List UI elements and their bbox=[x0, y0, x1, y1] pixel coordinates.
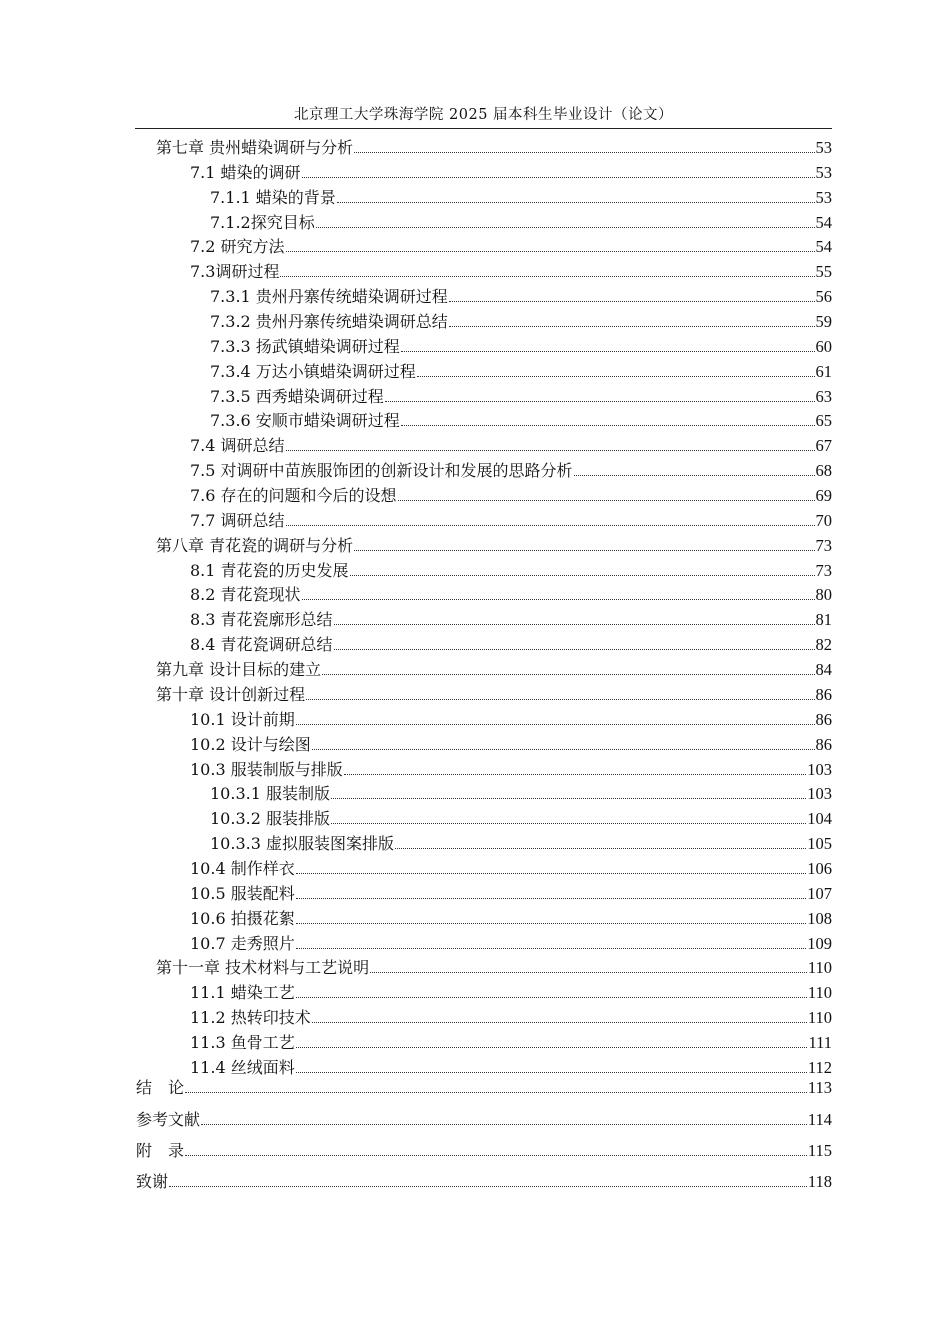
toc-leader-dots bbox=[185, 1155, 807, 1156]
toc-page-number: 63 bbox=[815, 386, 832, 406]
toc-entry-title: 第七章 贵州蜡染调研与分析 bbox=[156, 138, 354, 157]
toc-page-number: 67 bbox=[815, 436, 832, 456]
toc-entry-title: 10.3.3 虚拟服装图案排版 bbox=[210, 834, 394, 854]
toc-entry[interactable] bbox=[156, 954, 832, 978]
toc-entry[interactable] bbox=[190, 855, 832, 879]
toc-leader-dots bbox=[280, 276, 814, 277]
toc-leader-dots bbox=[316, 227, 815, 228]
toc-page-number: 53 bbox=[815, 187, 832, 207]
toc-page-number: 65 bbox=[815, 411, 832, 431]
toc-leader-dots bbox=[354, 152, 814, 153]
toc-page-number: 105 bbox=[807, 834, 832, 854]
toc-entry[interactable] bbox=[190, 557, 832, 581]
toc-entry-title: 8.3 青花瓷廓形总结 bbox=[190, 610, 333, 630]
toc-entry[interactable] bbox=[136, 1074, 832, 1098]
toc-page-number: 53 bbox=[815, 162, 832, 182]
toc-page-number: 81 bbox=[815, 610, 832, 630]
toc-leader-dots bbox=[449, 301, 815, 302]
toc-entry-title: 10.3.1 服装制版 bbox=[210, 784, 330, 804]
toc-leader-dots bbox=[296, 997, 807, 998]
toc-page-number: 54 bbox=[815, 237, 832, 257]
toc-entry-title: 7.5 对调研中苗族服饰团的创新设计和发展的思路分析 bbox=[190, 461, 573, 481]
toc-leader-dots bbox=[302, 599, 815, 600]
toc-page-number: 110 bbox=[807, 1008, 832, 1028]
toc-leader-dots bbox=[334, 649, 815, 650]
toc-entry[interactable] bbox=[190, 457, 832, 481]
toc-leader-dots bbox=[354, 550, 814, 551]
toc-entry[interactable] bbox=[156, 656, 832, 680]
toc-leader-dots bbox=[185, 1092, 807, 1093]
toc-entry-title: 7.1.2探究目标 bbox=[210, 212, 315, 232]
toc-entry-title: 11.4 丝绒面料 bbox=[190, 1057, 295, 1077]
toc-leader-dots bbox=[401, 351, 815, 352]
toc-entry[interactable] bbox=[210, 283, 832, 307]
toc-leader-dots bbox=[370, 972, 807, 973]
toc-entry[interactable] bbox=[210, 830, 832, 854]
toc-leader-dots bbox=[449, 326, 815, 327]
toc-entry[interactable] bbox=[136, 1168, 832, 1192]
toc-entry-title: 致谢 bbox=[136, 1172, 169, 1191]
toc-entry[interactable] bbox=[210, 407, 832, 431]
toc-entry-title: 10.2 设计与绘图 bbox=[190, 734, 311, 754]
toc-page-number: 60 bbox=[815, 336, 832, 356]
toc-page-number: 54 bbox=[815, 212, 832, 232]
toc-leader-dots bbox=[286, 251, 815, 252]
toc-page-number: 110 bbox=[807, 983, 832, 1003]
toc-entry[interactable] bbox=[210, 383, 832, 407]
toc-entry[interactable] bbox=[190, 159, 832, 183]
toc-leader-dots bbox=[331, 798, 806, 799]
toc-leader-dots bbox=[296, 923, 807, 924]
toc-leader-dots bbox=[296, 898, 807, 899]
toc-entry[interactable] bbox=[190, 756, 832, 780]
toc-page-number: 70 bbox=[815, 510, 832, 530]
toc-page-number: 73 bbox=[815, 560, 832, 580]
toc-leader-dots bbox=[302, 177, 815, 178]
toc-page-number: 112 bbox=[807, 1057, 832, 1077]
toc-entry-title: 第九章 设计目标的建立 bbox=[156, 660, 322, 680]
toc-entry[interactable] bbox=[190, 731, 832, 755]
toc-leader-dots bbox=[296, 873, 807, 874]
toc-entry-title: 11.2 热转印技术 bbox=[190, 1008, 311, 1028]
toc-page-number: 113 bbox=[807, 1078, 832, 1097]
toc-page-number: 114 bbox=[807, 1110, 832, 1129]
toc-leader-dots bbox=[286, 450, 815, 451]
toc-leader-dots bbox=[385, 401, 815, 402]
toc-entry-title: 附 录 bbox=[136, 1141, 185, 1160]
toc-page-number: 59 bbox=[815, 312, 832, 332]
toc-entry[interactable] bbox=[210, 333, 832, 357]
toc-entry[interactable] bbox=[136, 1137, 832, 1161]
toc-leader-dots bbox=[331, 823, 806, 824]
toc-page-number: 84 bbox=[815, 660, 832, 680]
toc-leader-dots bbox=[395, 848, 806, 849]
toc-entry[interactable] bbox=[190, 880, 832, 904]
toc-page-number: 103 bbox=[807, 784, 832, 804]
toc-entry[interactable] bbox=[190, 1004, 832, 1028]
toc-page-number: 108 bbox=[807, 908, 832, 928]
toc-page-number: 61 bbox=[815, 361, 832, 381]
toc-leader-dots bbox=[398, 500, 815, 501]
toc-leader-dots bbox=[296, 1072, 807, 1073]
toc-page-number: 107 bbox=[807, 883, 832, 903]
toc-entry-title: 10.4 制作样衣 bbox=[190, 858, 295, 878]
toc-entry-title: 10.6 拍摄花絮 bbox=[190, 908, 295, 928]
toc-entry-title: 参考文献 bbox=[136, 1110, 201, 1129]
toc-leader-dots bbox=[169, 1186, 807, 1187]
toc-page-number: 104 bbox=[807, 809, 832, 829]
toc-entry-title: 7.3调研过程 bbox=[190, 262, 280, 282]
toc-entry[interactable] bbox=[210, 780, 832, 804]
toc-entry-title: 7.3.1 贵州丹寨传统蜡染调研过程 bbox=[210, 287, 448, 307]
toc-entry[interactable] bbox=[190, 482, 832, 506]
toc-page-number: 82 bbox=[815, 635, 832, 655]
toc-entry-title: 8.1 青花瓷的历史发展 bbox=[190, 560, 349, 580]
toc-leader-dots bbox=[350, 575, 815, 576]
toc-entry[interactable] bbox=[210, 358, 832, 382]
toc-entry-title: 8.4 青花瓷调研总结 bbox=[190, 635, 333, 655]
toc-entry-title: 7.3.2 贵州丹寨传统蜡染调研总结 bbox=[210, 312, 448, 332]
toc-page-number: 103 bbox=[807, 759, 832, 779]
toc-entry-title: 7.6 存在的问题和今后的设想 bbox=[190, 486, 397, 506]
toc-page-number: 86 bbox=[815, 734, 832, 754]
toc-entry[interactable] bbox=[210, 184, 832, 208]
toc-page-number: 115 bbox=[807, 1141, 832, 1160]
toc-leader-dots bbox=[401, 425, 815, 426]
toc-leader-dots bbox=[334, 624, 815, 625]
toc-leader-dots bbox=[312, 749, 815, 750]
toc-page-number: 55 bbox=[815, 262, 832, 282]
toc-page-number: 53 bbox=[815, 138, 832, 157]
toc-entry-title: 7.7 调研总结 bbox=[190, 510, 285, 530]
toc-entry[interactable] bbox=[156, 134, 832, 158]
toc-page-number: 56 bbox=[815, 287, 832, 307]
toc-page-number: 80 bbox=[815, 585, 832, 605]
toc-entry[interactable] bbox=[156, 681, 832, 705]
toc-page-number: 86 bbox=[815, 684, 832, 704]
toc-leader-dots bbox=[201, 1124, 807, 1125]
toc-entry[interactable] bbox=[190, 979, 832, 1003]
toc-entry-title: 11.1 蜡染工艺 bbox=[190, 983, 295, 1003]
toc-entry[interactable] bbox=[210, 209, 832, 233]
toc-entry[interactable] bbox=[190, 507, 832, 531]
toc-entry-title: 7.3.3 扬武镇蜡染调研过程 bbox=[210, 336, 400, 356]
toc-leader-dots bbox=[296, 948, 807, 949]
toc-entry[interactable] bbox=[190, 905, 832, 929]
toc-entry[interactable] bbox=[210, 308, 832, 332]
toc-page-number: 109 bbox=[807, 933, 832, 953]
toc-entry-title: 7.3.4 万达小镇蜡染调研过程 bbox=[210, 361, 416, 381]
toc-leader-dots bbox=[312, 1022, 807, 1023]
toc-page-number: 111 bbox=[808, 1032, 832, 1052]
toc-entry[interactable] bbox=[190, 1029, 832, 1053]
toc-entry[interactable] bbox=[136, 1106, 832, 1130]
toc-entry[interactable] bbox=[190, 930, 832, 954]
toc-page-number: 106 bbox=[807, 858, 832, 878]
toc-entry-title: 8.2 青花瓷现状 bbox=[190, 585, 301, 605]
running-header: 北京理工大学珠海学院 2025 届本科生毕业设计（论文） bbox=[293, 107, 674, 123]
toc-entry[interactable] bbox=[190, 233, 832, 257]
toc-entry-title: 7.3.6 安顺市蜡染调研过程 bbox=[210, 411, 400, 431]
toc-entry-title: 7.2 研究方法 bbox=[190, 237, 285, 257]
toc-page-number: 110 bbox=[807, 958, 832, 978]
toc-entry-title: 11.3 鱼骨工艺 bbox=[190, 1032, 295, 1052]
toc-page-number: 68 bbox=[815, 461, 832, 481]
toc-entry[interactable] bbox=[156, 532, 832, 556]
toc-entry-title: 第十章 设计创新过程 bbox=[156, 684, 306, 704]
toc-entry-title: 结 论 bbox=[136, 1078, 185, 1097]
toc-leader-dots bbox=[296, 724, 815, 725]
toc-entry-title: 7.3.5 西秀蜡染调研过程 bbox=[210, 386, 384, 406]
toc-leader-dots bbox=[417, 376, 815, 377]
toc-entry-title: 10.3.2 服装排版 bbox=[210, 809, 330, 829]
toc-entry[interactable] bbox=[190, 631, 832, 655]
toc-leader-dots bbox=[296, 1047, 808, 1048]
toc-entry-title: 7.1.1 蜡染的背景 bbox=[210, 187, 336, 207]
toc-leader-dots bbox=[574, 475, 815, 476]
toc-entry[interactable] bbox=[210, 805, 832, 829]
toc-page-number: 69 bbox=[815, 486, 832, 506]
toc-entry[interactable] bbox=[190, 432, 832, 456]
toc-entry-title: 10.1 设计前期 bbox=[190, 709, 295, 729]
toc-entry-title: 10.7 走秀照片 bbox=[190, 933, 295, 953]
toc-leader-dots bbox=[322, 674, 814, 675]
toc-entry[interactable] bbox=[190, 258, 832, 282]
toc-entry-title: 第十一章 技术材料与工艺说明 bbox=[156, 958, 370, 978]
toc-leader-dots bbox=[337, 202, 815, 203]
toc-page-number: 86 bbox=[815, 709, 832, 729]
toc-entry[interactable] bbox=[190, 706, 832, 730]
toc-entry-title: 10.5 服装配料 bbox=[190, 883, 295, 903]
toc-entry[interactable] bbox=[190, 606, 832, 630]
toc-page-number: 118 bbox=[807, 1172, 832, 1191]
toc-entry-title: 7.1 蜡染的调研 bbox=[190, 162, 301, 182]
toc-leader-dots bbox=[306, 699, 814, 700]
toc-leader-dots bbox=[286, 525, 815, 526]
toc-entry[interactable] bbox=[190, 581, 832, 605]
toc-entry-title: 10.3 服装制版与排版 bbox=[190, 759, 343, 779]
toc-entry-title: 第八章 青花瓷的调研与分析 bbox=[156, 535, 354, 555]
toc-entry-title: 7.4 调研总结 bbox=[190, 436, 285, 456]
toc-page-number: 73 bbox=[815, 535, 832, 555]
toc-leader-dots bbox=[344, 774, 807, 775]
